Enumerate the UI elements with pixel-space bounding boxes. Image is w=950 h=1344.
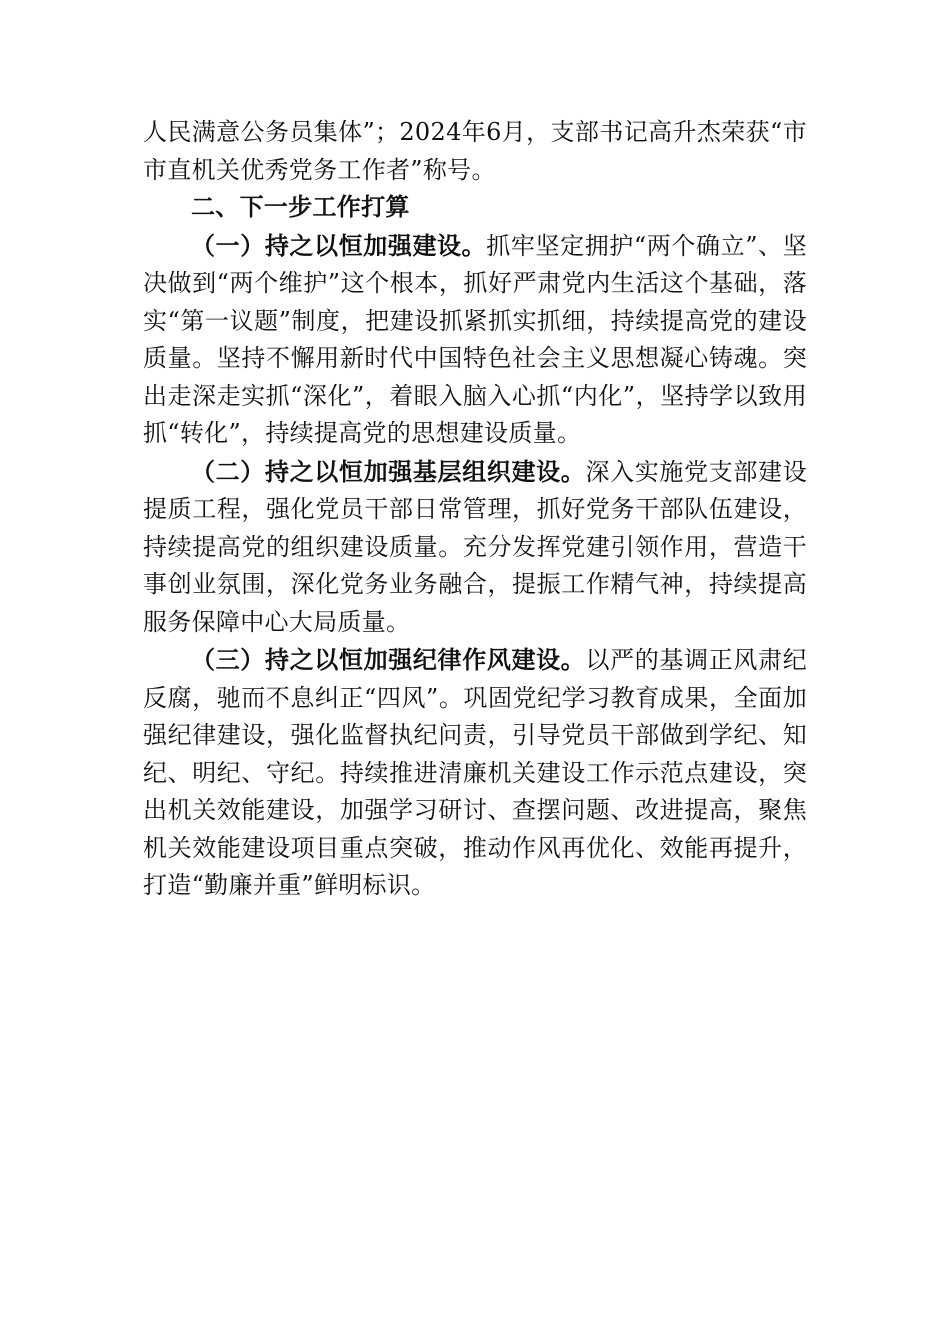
work-item-1-heading: （一）持之以恒加强建设。 [191,230,487,260]
work-item-1-body: 抓牢坚定拥护“两个确立”、坚决做到“两个维护”这个根本，抓好严肃党内生活这个基础，落实“第一议题”制度，把建设抓紧抓实抓细，持续提高党的建设质量。坚持不懈用新时代中国特色社会主义思想凝心铸魂。突出走深走实抓“深化”，着眼入脑入心抓“内化”，坚持学以致用抓“转化”，持续提高党的思想建设质量。 [143,231,807,447]
work-item-1 [143,227,807,453]
work-item-2-heading: （二）持之以恒加强基层组织建设。 [191,456,586,486]
work-item-3-body: 以严的基调正风肃纪反腐，驰而不息纠正“四风”。巩固党纪学习教育成果，全面加强纪律建设，强化监督执纪问责，引导党员干部做到学纪、知纪、明纪、守纪。持续推进清廉机关建设工作示范点建设，突出机关效能建设，加强学习研讨、查摆问题、改进提高，聚焦机关效能建设项目重点突破，推动作风再优化、效能再提升，打造“勤廉并重”鲜明标识。 [143,646,807,899]
work-item-2 [143,453,807,642]
document-body [143,114,807,905]
work-item-3 [143,641,807,905]
section-heading: 二、下一步工作打算 [191,193,410,221]
work-item-3-heading: （三）持之以恒加强纪律作风建设。 [191,645,586,674]
continued-paragraph: 人民满意公务员集体”；2024年6月，支部书记高升杰荣获“市市直机关优秀党务工作者”称号。 [143,118,807,184]
work-item-2-body: 深入实施党支部建设提质工程，强化党员干部日常管理，抓好党务干部队伍建设，持续提高党的组织建设质量。充分发挥党建引领作用，营造干事创业氛围，深化党务业务融合，提振工作精气神，持续提高服务保障中心大局质量。 [143,457,807,636]
